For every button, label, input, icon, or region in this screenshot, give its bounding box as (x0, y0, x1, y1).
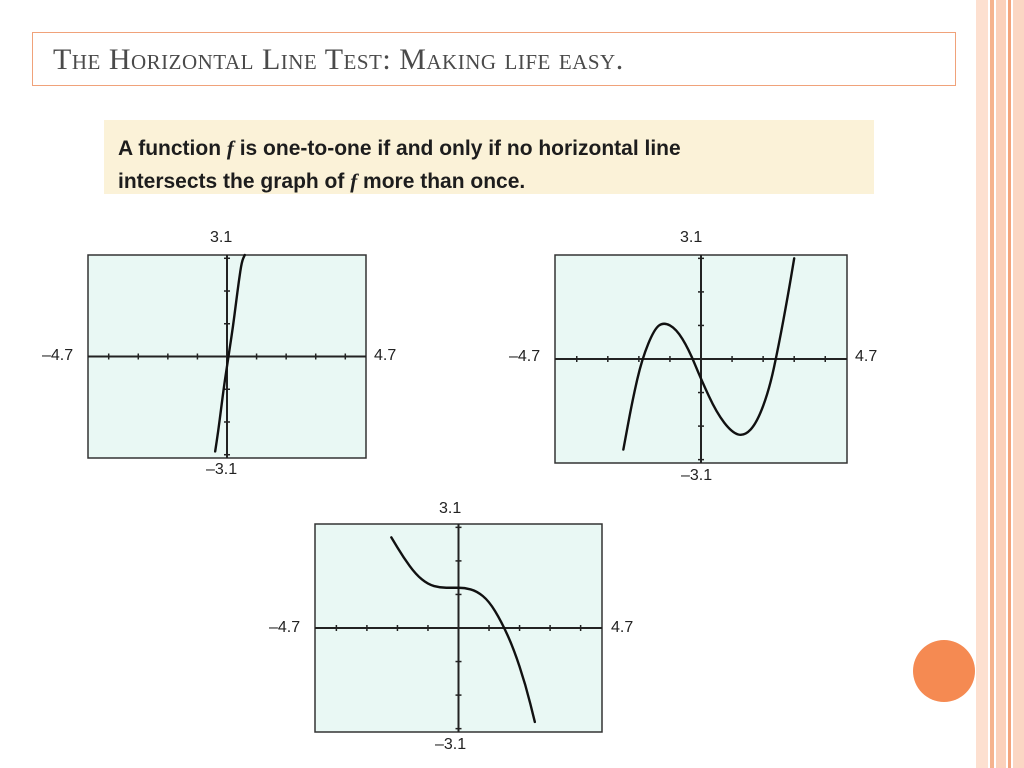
definition-line-2 (118, 165, 874, 198)
deco-bar (1013, 0, 1024, 768)
tick-label-bottom: –3.1 (681, 467, 713, 484)
graph-1-canvas (88, 255, 366, 458)
graph-2 (509, 229, 878, 484)
title-box (32, 32, 956, 86)
tick-label-left: –4.7 (269, 619, 301, 636)
definition-box (104, 120, 874, 194)
graph-3-canvas (315, 524, 602, 732)
tick-label-top: 3.1 (680, 229, 703, 246)
accent-circle (913, 640, 975, 702)
right-decorative-bars (976, 0, 1024, 768)
deco-bar (996, 0, 1006, 768)
deco-bar (1008, 0, 1011, 768)
tick-label-right: 4.7 (374, 347, 397, 364)
tick-label-top: 3.1 (210, 229, 233, 246)
deco-bar (990, 0, 994, 768)
graph-2-canvas (555, 255, 847, 463)
tick-label-bottom: –3.1 (206, 461, 238, 478)
graph-1 (42, 229, 397, 478)
definition-line-1 (118, 132, 874, 165)
tick-label-top: 3.1 (439, 500, 462, 517)
function-variable: f (350, 169, 358, 193)
tick-label-right: 4.7 (611, 619, 634, 636)
graph-3 (269, 500, 634, 753)
deco-bar (976, 0, 988, 768)
definition-text: A function (118, 137, 227, 160)
tick-label-left: –4.7 (509, 348, 541, 365)
tick-label-bottom: –3.1 (435, 736, 467, 753)
tick-label-right: 4.7 (855, 348, 878, 365)
tick-label-left: –4.7 (42, 347, 74, 364)
function-variable: f (226, 136, 234, 160)
definition-text: more than once. (357, 170, 526, 193)
definition-text: intersects the graph of (118, 170, 351, 193)
slide-title: The Horizontal Line Test: Making life easy. (53, 43, 624, 76)
definition-text: is one-to-one if and only if no horizontal line (233, 137, 681, 160)
